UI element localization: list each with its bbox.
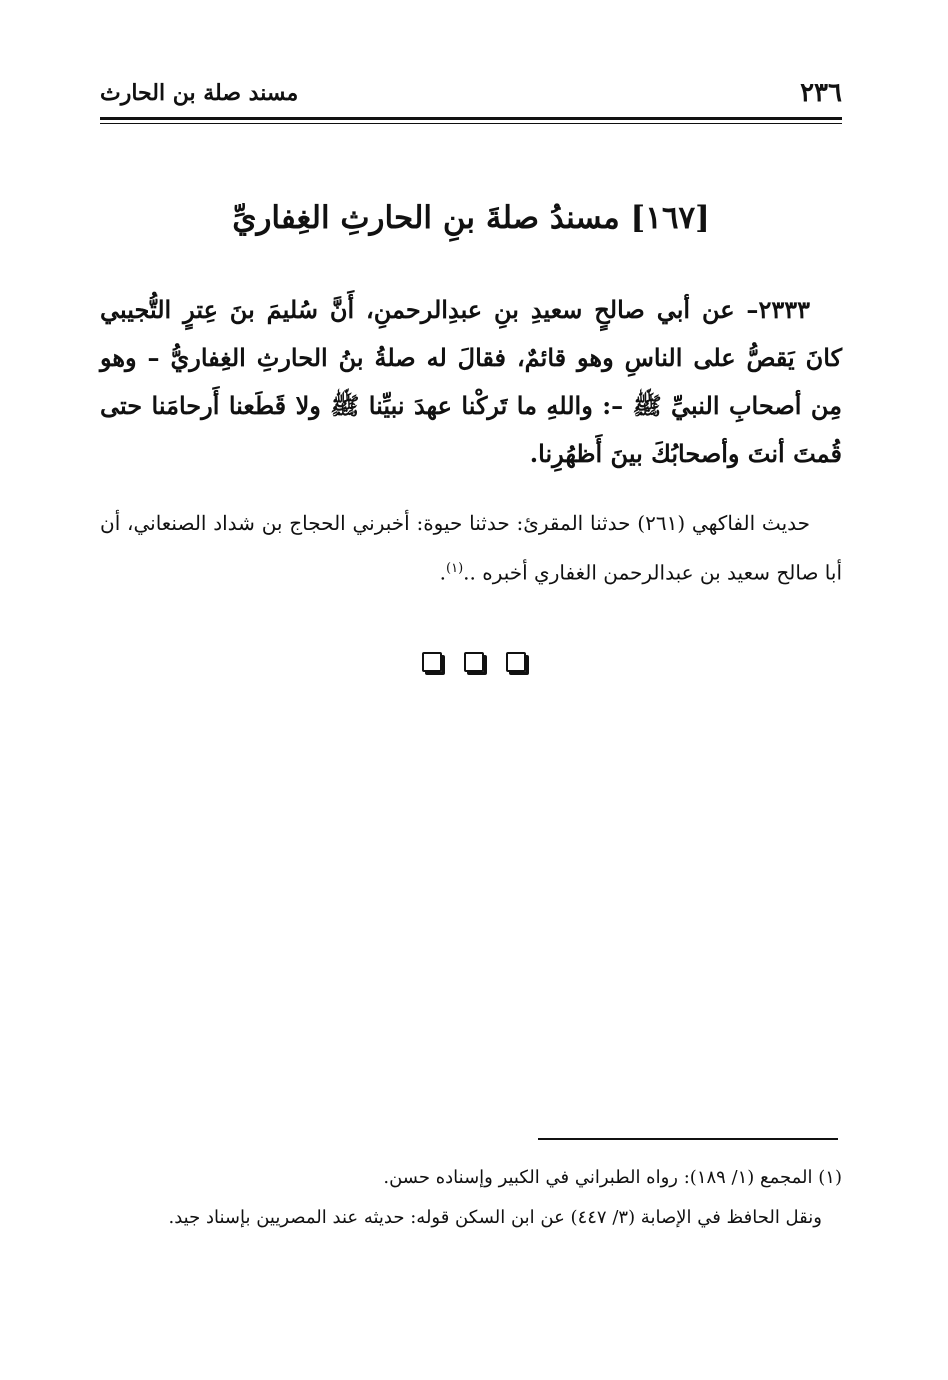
footnote-1-continuation-text: ونقل الحافظ في الإصابة (٣/ ٤٤٧) عن ابن السكن قوله: حديثه عند المصريين بإسناد جيد. xyxy=(168,1207,822,1228)
source-paragraph: حديث الفاكهي (٢٦١) حدثنا المقرئ: حدثنا حيوة: أخبرني الحجاج بن شداد الصنعاني، أن أبا صالح سعيد بن عبدالرحمن الغفاري أخبره ..$^{(١)}$. xyxy=(100,511,842,585)
hadith-text: – عن أبي صالحٍ سعيدِ بنِ عبدِالرحمنِ، أَنَّ سُليمَ بنَ عِترٍ التُّجيبي كانَ يَقصُّ على الناسِ وهو قائمٌ، فقالَ له صلةُ بنُ الحارثِ الغِفاريُّ – وهو مِن أصحابِ النبيِّ ﷺ –: واللهِ ما تَركْنا عهدَ نبيِّنا ﷺ ولا قَطَعنا أَرحامَنا حتى قُمتَ أنتَ وأصحابُكَ بينَ أَظهُرِنا. xyxy=(100,295,842,468)
footnote-rule xyxy=(538,1138,838,1140)
section-title: [١٦٧] مسندُ صلةَ بنِ الحارثِ الغِفاريِّ xyxy=(232,200,710,236)
footnote-1-continuation xyxy=(100,1198,842,1238)
hadith-paragraph xyxy=(100,286,842,478)
separator-box-icon xyxy=(506,652,526,672)
footnote-1: (١) المجمع (١/ ١٨٩): رواه الطبراني في الكبير وإسناده حسن. xyxy=(383,1167,842,1188)
running-header xyxy=(100,76,842,116)
source-text: حديث الفاكهي (٢٦١) حدثنا المقرئ: حدثنا حيوة: أخبرني الحجاج بن شداد الصنعاني، أن أبا صالح سعيد بن عبدالرحمن الغفاري أخبره .. xyxy=(100,511,842,585)
separator-box-icon xyxy=(422,652,442,672)
page-number: ٢٣٦ xyxy=(800,78,842,108)
footnotes xyxy=(100,1158,842,1238)
section-separator xyxy=(0,652,948,672)
header-rule-thin xyxy=(100,123,842,124)
footnote-reference[interactable]: (١) xyxy=(446,561,464,576)
hadith-number: ٢٣٣٣ xyxy=(758,295,810,324)
separator-box-icon xyxy=(464,652,484,672)
running-title: مسند صلة بن الحارث xyxy=(100,80,299,106)
header-rule xyxy=(100,117,842,120)
